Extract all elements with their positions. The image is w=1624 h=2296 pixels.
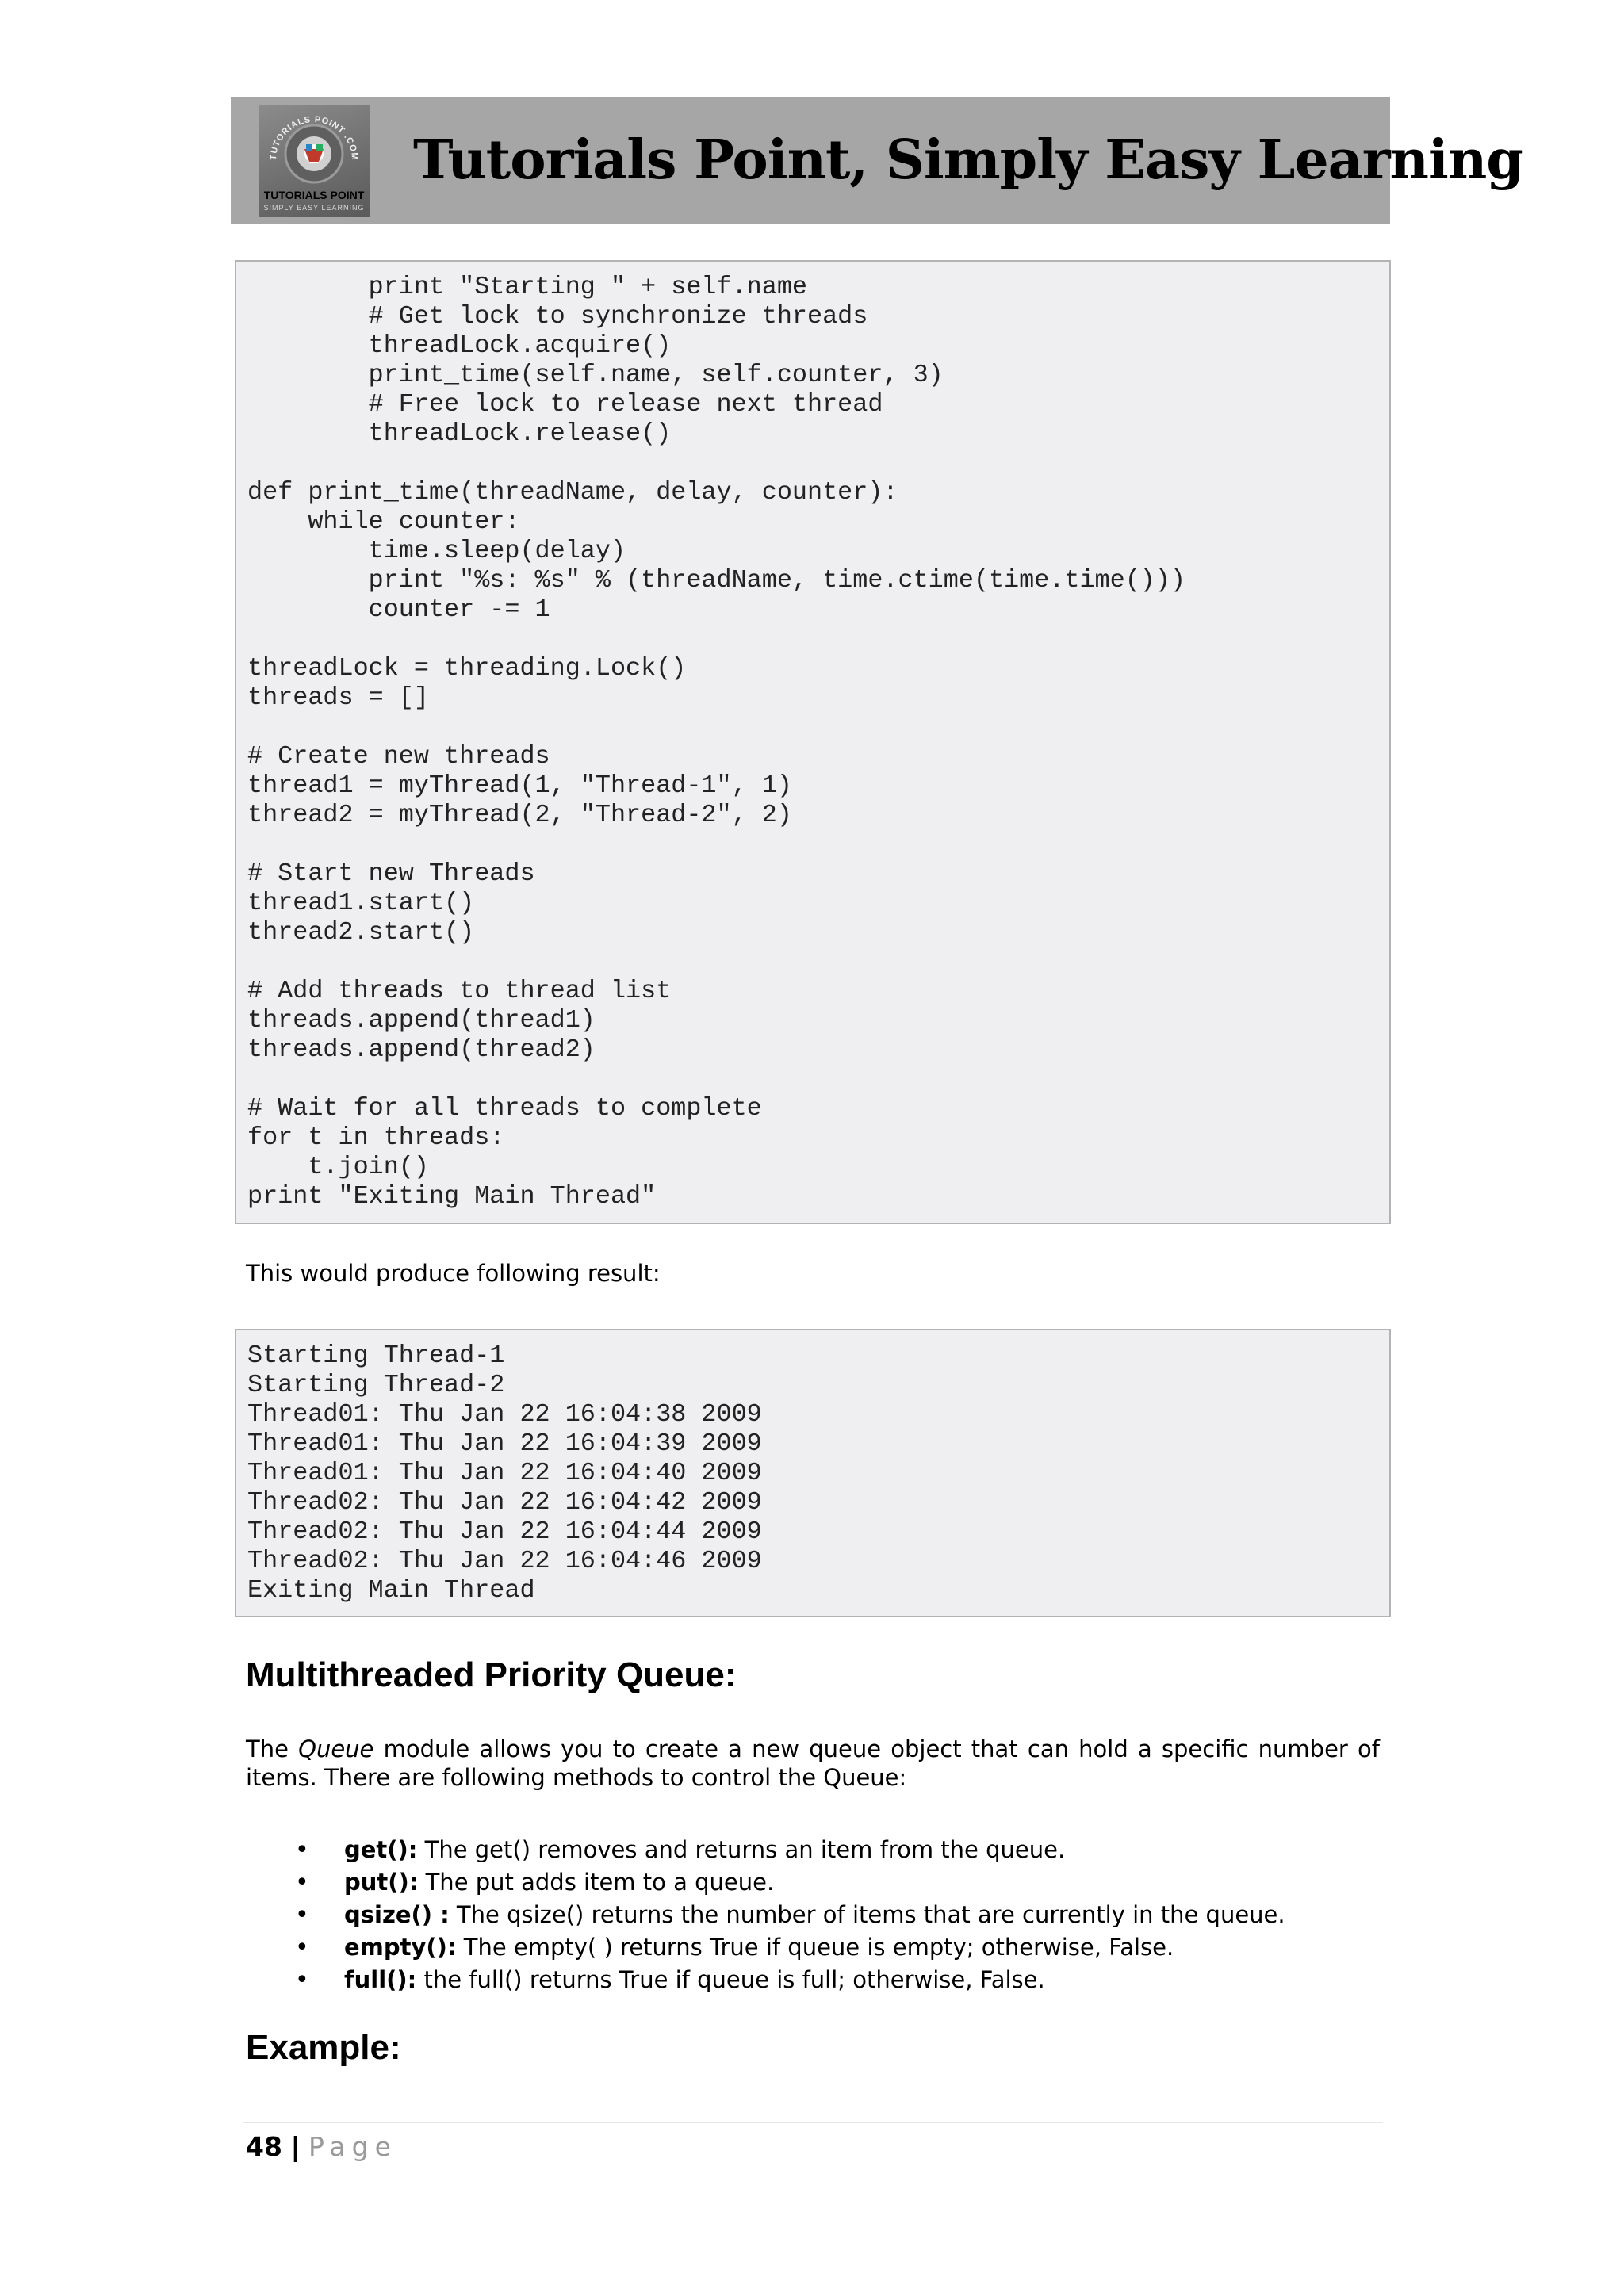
method-description: The qsize() returns the number of items that are currently in the queue. bbox=[449, 1901, 1285, 1928]
output-line: Thread01: Thu Jan 22 16:04:39 2009 bbox=[247, 1429, 762, 1458]
logo-text: TUTORIALS POINT bbox=[263, 189, 365, 201]
output-line: Exiting Main Thread bbox=[247, 1576, 535, 1605]
page-label: Page bbox=[308, 2131, 397, 2162]
header-title: Tutorials Point, Simply Easy Learning bbox=[413, 128, 1523, 192]
bullet-icon: • bbox=[295, 1901, 309, 1929]
code-line: time.sleep(delay) bbox=[247, 537, 626, 565]
code-line: # Wait for all threads to complete bbox=[247, 1094, 762, 1123]
page-separator: | bbox=[290, 2131, 301, 2162]
svg-text:TUTORIALS POINT .COM: TUTORIALS POINT .COM bbox=[268, 114, 360, 162]
page-number: 48 bbox=[246, 2131, 282, 2162]
logo-subtext: SIMPLY EASY LEARNING bbox=[263, 204, 365, 212]
output-line: Thread01: Thu Jan 22 16:04:38 2009 bbox=[247, 1400, 762, 1429]
method-description: The empty( ) returns True if queue is empty; otherwise, False. bbox=[456, 1934, 1174, 1961]
bullet-icon: • bbox=[295, 1966, 309, 1994]
code-line: # Start new Threads bbox=[247, 859, 535, 888]
bullet-icon: • bbox=[295, 1869, 309, 1896]
output-line: Starting Thread-2 bbox=[247, 1371, 505, 1399]
list-item bbox=[246, 1899, 1285, 1931]
list-item bbox=[246, 1834, 1285, 1866]
code-line: for t in threads: bbox=[247, 1123, 505, 1152]
output-line: Thread02: Thu Jan 22 16:04:42 2009 bbox=[247, 1488, 762, 1517]
code-line: def print_time(threadName, delay, counter): bbox=[247, 478, 898, 507]
code-line: thread2.start() bbox=[247, 918, 475, 947]
code-line: print "Exiting Main Thread" bbox=[247, 1182, 657, 1211]
code-line: print_time(self.name, self.counter, 3) bbox=[247, 361, 944, 389]
logo-emblem-icon bbox=[259, 105, 370, 192]
output-line: Thread02: Thu Jan 22 16:04:44 2009 bbox=[247, 1517, 762, 1546]
intro-text-end: module allows you to create a new queue object that can hold a specific number of items. There are following methods to control the Queue: bbox=[246, 1735, 1380, 1791]
code-line: threadLock = threading.Lock() bbox=[247, 654, 687, 683]
code-line: # Add threads to thread list bbox=[247, 977, 672, 1005]
page-header bbox=[231, 97, 1523, 224]
method-name: qsize() : bbox=[344, 1901, 450, 1928]
code-line: while counter: bbox=[247, 507, 520, 536]
code-block-thread-lock bbox=[235, 260, 1391, 1224]
code-line: threadLock.acquire() bbox=[247, 331, 672, 360]
code-line: counter -= 1 bbox=[247, 595, 550, 624]
output-line: Starting Thread-1 bbox=[247, 1341, 505, 1370]
list-item bbox=[246, 1866, 1285, 1899]
example-heading: Example: bbox=[246, 2028, 401, 2067]
code-line: t.join() bbox=[247, 1153, 429, 1181]
code-block-output bbox=[235, 1329, 1391, 1617]
list-item bbox=[246, 1931, 1285, 1964]
code-line: thread2 = myThread(2, "Thread-2", 2) bbox=[247, 801, 792, 829]
code-line: # Get lock to synchronize threads bbox=[247, 302, 868, 331]
code-line: threads = [] bbox=[247, 683, 429, 712]
intro-text-start: The bbox=[246, 1735, 299, 1762]
code-line: threads.append(thread2) bbox=[247, 1035, 596, 1064]
code-line: threads.append(thread1) bbox=[247, 1006, 596, 1035]
list-item bbox=[246, 1964, 1285, 1996]
code-line: print "%s: %s" % (threadName, time.ctime(time.time())) bbox=[247, 566, 1186, 595]
section-heading: Multithreaded Priority Queue: bbox=[246, 1655, 737, 1694]
tutorials-point-logo bbox=[259, 105, 370, 217]
footer-divider bbox=[243, 2122, 1383, 2123]
method-description: The get() removes and returns an item from the queue. bbox=[417, 1836, 1066, 1863]
code-line: thread1.start() bbox=[247, 889, 475, 917]
intro-module-name: Queue bbox=[298, 1735, 374, 1762]
result-intro-text: This would produce following result: bbox=[246, 1260, 661, 1287]
page-footer bbox=[246, 2131, 397, 2162]
method-description: The put adds item to a queue. bbox=[418, 1869, 775, 1896]
queue-methods-list bbox=[246, 1834, 1285, 1996]
method-name: empty(): bbox=[344, 1934, 457, 1961]
output-line: Thread02: Thu Jan 22 16:04:46 2009 bbox=[247, 1547, 762, 1575]
code-line: # Free lock to release next thread bbox=[247, 390, 883, 419]
code-line: threadLock.release() bbox=[247, 419, 672, 448]
bullet-icon: • bbox=[295, 1934, 309, 1961]
method-name: get(): bbox=[344, 1836, 418, 1863]
code-line: # Create new threads bbox=[247, 742, 550, 771]
output-line: Thread01: Thu Jan 22 16:04:40 2009 bbox=[247, 1459, 762, 1487]
bullet-icon: • bbox=[295, 1836, 309, 1864]
method-name: full(): bbox=[344, 1966, 417, 1993]
code-line: thread1 = myThread(1, "Thread-1", 1) bbox=[247, 771, 792, 800]
method-description: the full() returns True if queue is full; otherwise, False. bbox=[416, 1966, 1045, 1993]
method-name: put(): bbox=[344, 1869, 419, 1896]
queue-intro-paragraph bbox=[246, 1735, 1380, 1792]
code-line: print "Starting " + self.name bbox=[247, 273, 808, 301]
